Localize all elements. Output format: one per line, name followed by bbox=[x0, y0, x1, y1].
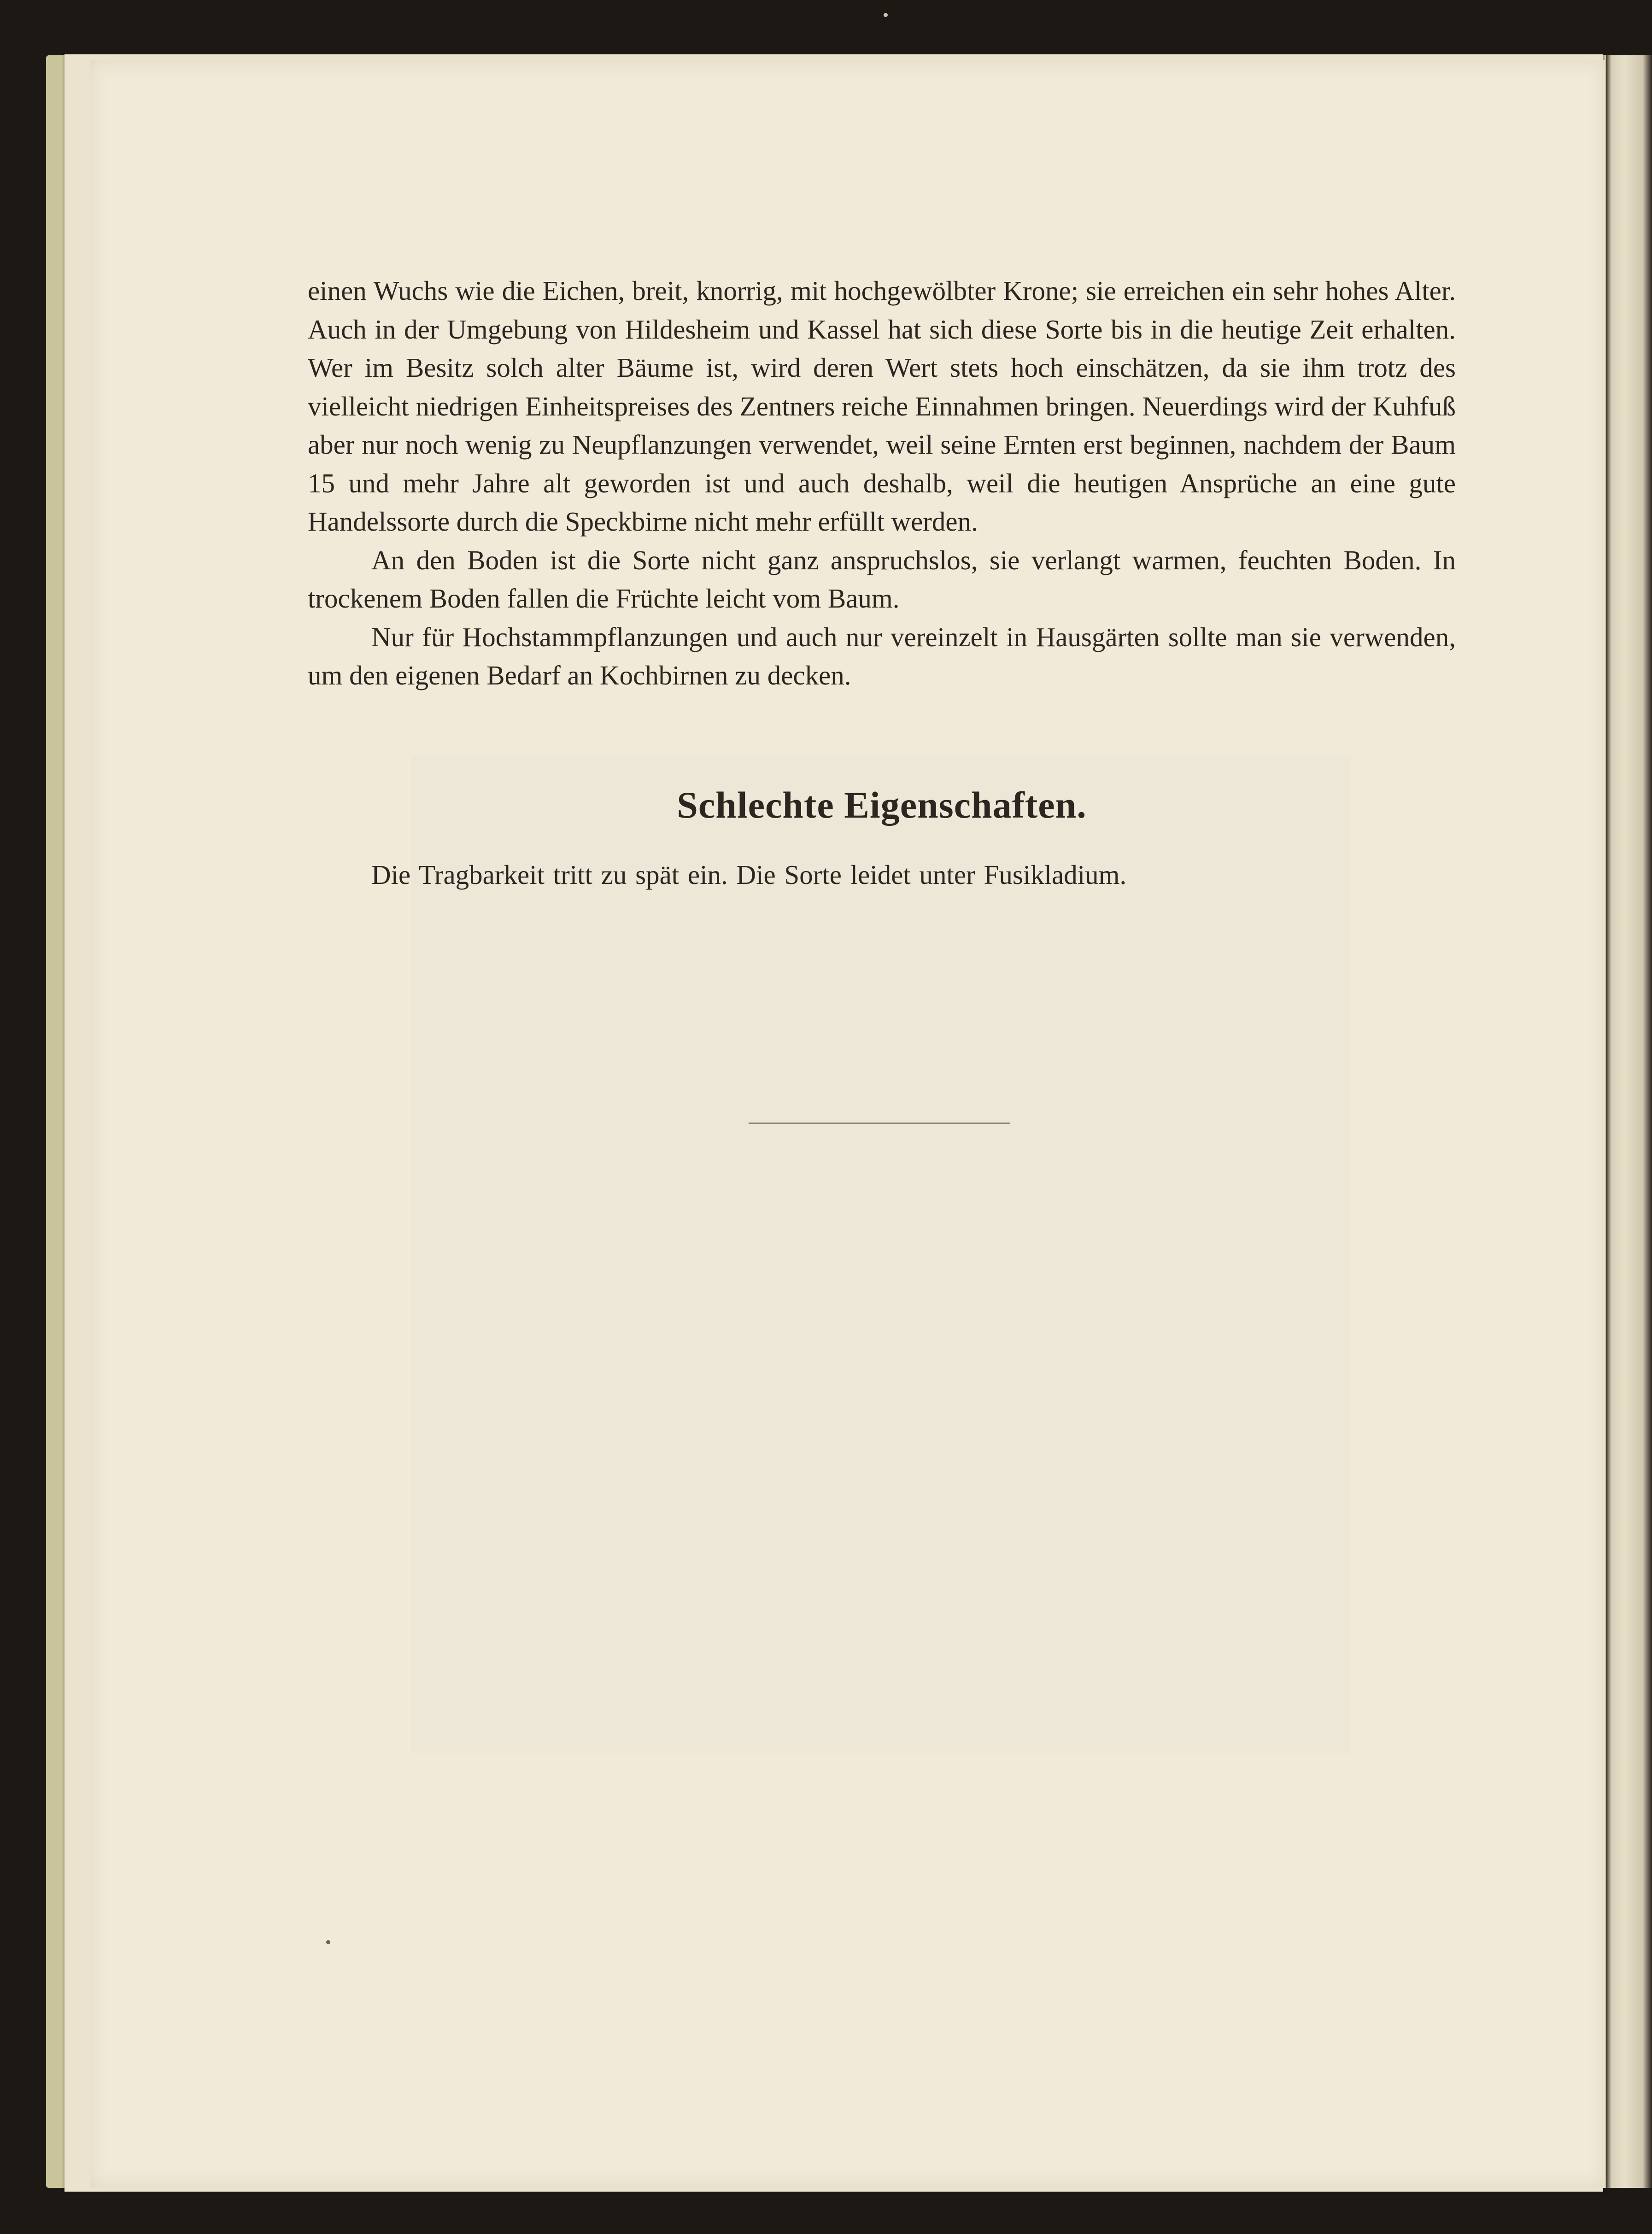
section-paragraph: Die Tragbarkeit tritt zu spät ein. Die Sorte leidet unter Fusikladium. bbox=[371, 860, 1127, 890]
paper-speck bbox=[326, 1940, 330, 1944]
end-rule bbox=[749, 1123, 1010, 1124]
body-text bbox=[308, 272, 1456, 695]
next-page-edge bbox=[1606, 55, 1652, 2188]
paper-speck bbox=[884, 13, 888, 17]
section-heading: Schlechte Eigenschaften. bbox=[677, 784, 1087, 826]
show-through-plate bbox=[411, 755, 1351, 1753]
paragraph: An den Boden ist die Sorte nicht ganz anspruchslos, sie verlangt warmen, feuchten Boden. In trockenem Boden fallen die Früchte leicht vom Baum. bbox=[308, 544, 1456, 614]
paragraph: Nur für Hochstammpflanzungen und auch nur vereinzelt in Hausgärten sollte man sie verwenden, um den eigenen Bedarf an Kochbirnen zu decken. bbox=[308, 621, 1456, 690]
paragraph: einen Wuchs wie die Eichen, breit, knorrig, mit hochgewölbter Krone; sie erreichen ein sehr hohes Alter. Auch in der Umgebung von Hildesheim und Kassel hat sich diese Sorte bis in die heutige Zeit erhalten. Wer im Besitz solch alter Bäume ist, wird deren Wert stets hoch einschätzen, da sie ihm trotz des vielleicht niedrigen Einheitspreises des Zentners reiche Einnahmen bringen. Neuerdings wird der Kuhfuß aber nur noch wenig zu Neupflanzungen verwendet, weil seine Ernten erst beginnen, nachdem der Baum 15 und mehr Jahre alt geworden ist und auch deshalb, weil die heutigen Ansprüche an eine gute Handelssorte durch die Speckbirne nicht mehr erfüllt werden. bbox=[308, 275, 1456, 537]
